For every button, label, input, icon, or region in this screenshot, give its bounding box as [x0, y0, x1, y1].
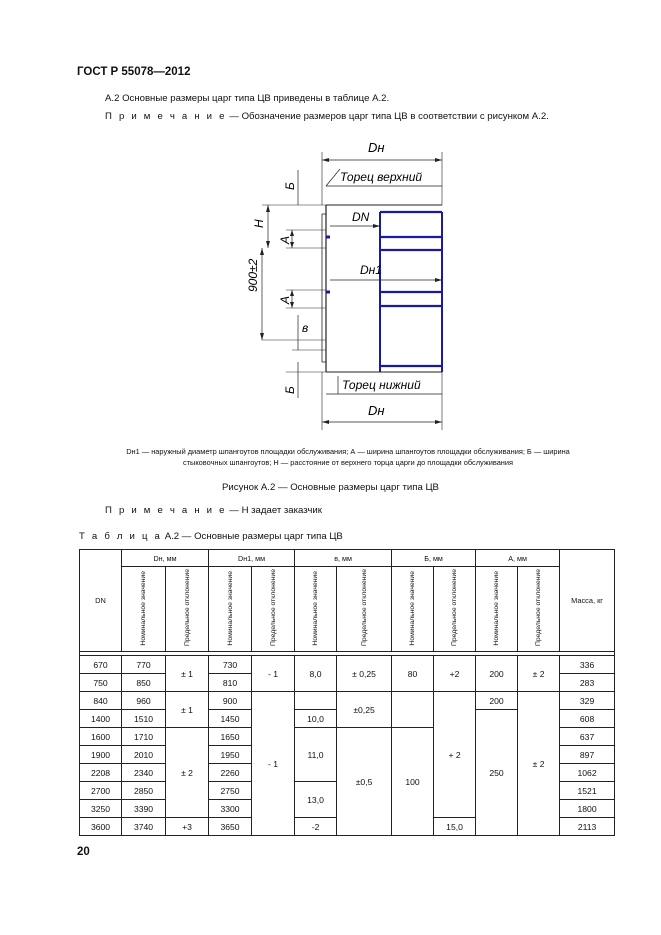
th-mass: Масса, кг [560, 550, 615, 652]
cell-mass: 1800 [560, 800, 615, 818]
fig-label-dn-bottom: Dн [368, 403, 385, 418]
legend-line-2: стыковочных шпангоутов; Н — расстояние от верхнего торца царги до площадки обслуживания [182, 458, 514, 467]
cell-dn: 1600 [80, 728, 122, 746]
cell-mass: 283 [560, 674, 615, 692]
fig-label-v: в [302, 321, 309, 335]
cell-a-nom: 200 [476, 656, 518, 692]
cell-a-tol: ± 2 [518, 656, 560, 692]
cell-dn1-nom: 900 [209, 692, 252, 710]
th-tolerance: Предельное отклонение [252, 567, 295, 652]
fig-label-dn-top: Dн [368, 140, 385, 155]
fig-label-a-upper: A [278, 235, 292, 244]
cell-a-nom: 250 [476, 710, 518, 836]
cell-dn-nom: 850 [122, 674, 166, 692]
cell-dn: 1400 [80, 710, 122, 728]
cell-b-tol: + 2 [434, 692, 476, 818]
cell-v-tol: ±0,25 [337, 692, 392, 728]
note2-text: — Н задает заказчик [226, 505, 322, 516]
table-row [80, 692, 615, 710]
cell-dn1-tol: -2 [295, 818, 337, 836]
table-header-row-1 [80, 550, 615, 567]
cell-mass: 637 [560, 728, 615, 746]
cell-dn-nom: 3390 [122, 800, 166, 818]
note2-word: П р и м е ч а н и е [105, 505, 227, 516]
th-tolerance: Предельное отклонение [434, 567, 476, 652]
cell-b-tol: +2 [434, 656, 476, 692]
table-caption [79, 531, 343, 542]
fig-label-top-end: Торец верхний [340, 170, 423, 184]
th-tolerance: Предельное отклонение [518, 567, 560, 652]
th-dn1: Dн1, мм [209, 550, 295, 567]
cell-dn: 2700 [80, 782, 122, 800]
cell-dn-nom: 3740 [122, 818, 166, 836]
figure-caption: Рисунок А.2 — Основные размеры царг типа ЦВ [222, 482, 439, 493]
cell-b-nom: 100 [392, 728, 434, 836]
page-number: 20 [77, 846, 90, 858]
cell-dn1-nom: 3300 [209, 800, 252, 818]
cell-dn-tol: +3 [166, 818, 209, 836]
cell-mass: 336 [560, 656, 615, 674]
cell-dn1-nom: 1950 [209, 746, 252, 764]
cell-dn: 2208 [80, 764, 122, 782]
cell-b-nom [392, 692, 434, 728]
cell-dn1-nom: 2260 [209, 764, 252, 782]
cell-dn1-nom: 3650 [209, 818, 252, 836]
th-v: в, мм [295, 550, 392, 567]
fig-label-900: 900±2 [246, 258, 260, 292]
table-caption-text: А.2 — Основные размеры царг типа ЦВ [162, 531, 343, 542]
th-nominal: Номинальное значение [209, 567, 252, 652]
cell-dn-nom: 2010 [122, 746, 166, 764]
table-row [80, 656, 615, 674]
legend-line-1: Dн1 — наружный диаметр шпангоутов площадки обслуживания; А — ширина шпангоутов площадки обслуживания; Б — ширина [126, 447, 570, 456]
cell-mass: 329 [560, 692, 615, 710]
cell-mass: 1062 [560, 764, 615, 782]
cell-v-tol: ± 0,25 [337, 656, 392, 692]
cell-dn-nom: 770 [122, 656, 166, 674]
cell-dn-tol: ± 1 [166, 692, 209, 728]
cell-dn-nom: 2340 [122, 764, 166, 782]
cell-dn: 3250 [80, 800, 122, 818]
cell-dn: 1900 [80, 746, 122, 764]
table-caption-word: Т а б л и ц а [79, 531, 163, 542]
cell-dn: 840 [80, 692, 122, 710]
cell-dn1-nom: 1450 [209, 710, 252, 728]
th-nominal: Номинальное значение [392, 567, 434, 652]
dimensions-table [79, 549, 615, 836]
th-nominal: Номинальное значение [122, 567, 166, 652]
cell-dn1-nom: 1650 [209, 728, 252, 746]
cell-dn-tol: ± 2 [166, 728, 209, 818]
document-header: ГОСТ Р 55078—2012 [77, 66, 191, 78]
cell-v-nom: 11,0 [295, 728, 337, 782]
cell-dn1-tol: - 1 [252, 656, 295, 692]
cell-mass: 897 [560, 746, 615, 764]
th-nominal: Номинальное значение [476, 567, 518, 652]
cell-mass: 608 [560, 710, 615, 728]
th-tolerance: Предельное отклонение [337, 567, 392, 652]
cell-v-nom: 13,0 [295, 782, 337, 818]
th-nominal: Номинальное значение [295, 567, 337, 652]
cell-dn: 3600 [80, 818, 122, 836]
cell-dn-nom: 2850 [122, 782, 166, 800]
cell-v-nom: 15,0 [434, 818, 476, 836]
cell-v-nom: 8,0 [295, 656, 337, 692]
th-dn: DN [80, 550, 122, 652]
fig-label-bottom-end: Торец нижний [342, 378, 421, 392]
cell-dn1-nom: 810 [209, 674, 252, 692]
cell-dn: 670 [80, 656, 122, 674]
cell-dn-tol: ± 1 [166, 656, 209, 692]
cell-mass: 1521 [560, 782, 615, 800]
cell-dn: 750 [80, 674, 122, 692]
paragraph-a2: А.2 Основные размеры царг типа ЦВ приведены в таблице А.2. [105, 93, 390, 104]
th-dn-outer: Dн, мм [122, 550, 209, 567]
cell-dn-nom: 1510 [122, 710, 166, 728]
figure-a2-drawing [0, 0, 661, 445]
cell-v-nom [295, 692, 337, 710]
cell-dn-nom: 960 [122, 692, 166, 710]
th-a: А, мм [476, 550, 560, 567]
cell-v-nom: 10,0 [295, 710, 337, 728]
figure-legend [80, 446, 616, 468]
fig-label-dn1: Dн1 [360, 263, 382, 277]
th-tolerance: Предельное отклонение [166, 567, 209, 652]
note-text: — Обозначение размеров царг типа ЦВ в соответствии с рисунком А.2. [226, 111, 549, 122]
cell-dn1-tol: - 1 [252, 692, 295, 836]
fig-label-dn: DN [352, 210, 370, 224]
cell-a-tol: ± 2 [518, 692, 560, 836]
fig-label-h: H [252, 219, 266, 228]
fig-label-b-bottom: Б [283, 386, 297, 394]
th-b: Б, мм [392, 550, 476, 567]
fig-label-a-lower: A [278, 295, 292, 304]
note-word: П р и м е ч а н и е [105, 111, 227, 122]
cell-dn-nom: 1710 [122, 728, 166, 746]
cell-dn1-nom: 730 [209, 656, 252, 674]
cell-dn1-nom: 2750 [209, 782, 252, 800]
fig-label-b-top: Б [283, 182, 297, 190]
note-h-customer [105, 505, 322, 516]
cell-v-tol: ±0,5 [337, 728, 392, 836]
cell-b-nom: 80 [392, 656, 434, 692]
table-header-row-2 [80, 567, 615, 652]
cell-mass: 2113 [560, 818, 615, 836]
cell-a-nom: 200 [476, 692, 518, 710]
